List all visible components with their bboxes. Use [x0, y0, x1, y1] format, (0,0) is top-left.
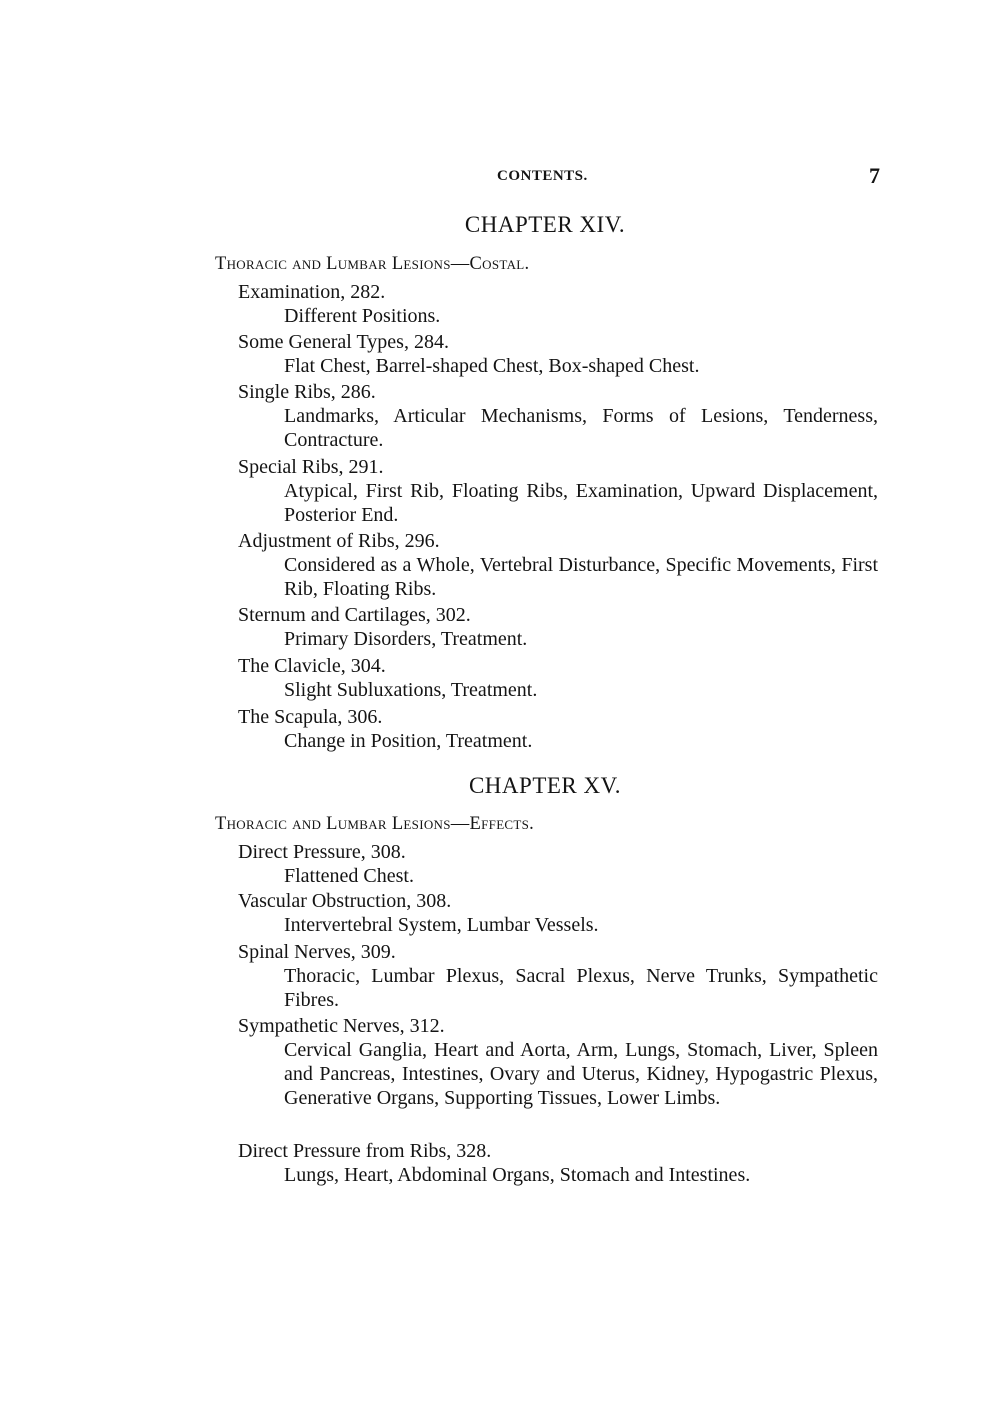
running-head-title: CONTENTS.: [497, 168, 588, 184]
toc-entry: [238, 603, 878, 651]
toc-entry: [238, 1014, 878, 1110]
chapter-heading: [0, 773, 1000, 799]
toc-entry: [238, 654, 878, 702]
chapter-heading: [0, 212, 1000, 238]
toc-entry: [238, 529, 878, 601]
toc-entry-sub: Lungs, Heart, Abdominal Organs, Stomach and Intestines.: [284, 1164, 751, 1186]
toc-entry-sub: Landmarks, Articular Mechanisms, Forms of Lesions, Tenderness, Contracture.: [284, 405, 878, 451]
toc-entry-sub: Cervical Ganglia, Heart and Aorta, Arm, Lungs, Stomach, Liver, Spleen and Pancreas, Intestines, Ovary and Uterus, Kidney, Hypogastric Plexus, Generative Organs, Supporting Tissues, Lower Limbs.: [284, 1039, 878, 1109]
running-head: [0, 163, 1000, 190]
toc-entry-head: Vascular Obstruction, 308.: [238, 890, 452, 912]
page-number: 7: [869, 163, 880, 188]
chapter-heading-text: CHAPTER XIV.: [464, 212, 626, 237]
toc-entry-head: Direct Pressure, 308.: [238, 841, 406, 863]
toc-entry-sub: Considered as a Whole, Vertebral Disturbance, Specific Movements, First Rib, Floating Ribs.: [284, 554, 878, 600]
toc-entry-head: Adjustment of Ribs, 296.: [238, 530, 440, 552]
part-title: Thoracic and Lumbar Lesions—Effects.: [215, 814, 535, 834]
toc-entry-head: Sympathetic Nerves, 312.: [238, 1015, 445, 1037]
toc-entry-sub: Atypical, First Rib, Floating Ribs, Examination, Upward Displacement, Posterior End.: [284, 480, 878, 526]
toc-entry-head: The Clavicle, 304.: [238, 655, 386, 677]
toc-entry-head: Direct Pressure from Ribs, 328.: [238, 1140, 492, 1162]
toc-entry-head: Some General Types, 284.: [238, 331, 449, 353]
toc-entry-sub: Thoracic, Lumbar Plexus, Sacral Plexus, Nerve Trunks, Sympathetic Fibres.: [284, 965, 878, 1011]
toc-entry-sub: Slight Subluxations, Treatment.: [284, 679, 538, 701]
toc-entry: [238, 840, 878, 888]
toc-entry-sub: Flat Chest, Barrel-shaped Chest, Box-shaped Chest.: [284, 355, 700, 377]
toc-entry-head: Special Ribs, 291.: [238, 456, 384, 478]
toc-entry-sub: Different Positions.: [284, 305, 441, 327]
toc-entry-head: Sternum and Cartilages, 302.: [238, 604, 471, 626]
part-title: Thoracic and Lumbar Lesions—Costal.: [215, 254, 530, 274]
chapter-heading-text: CHAPTER XV.: [468, 773, 622, 798]
toc-entry-head: The Scapula, 306.: [238, 706, 383, 728]
toc-entry-head: Single Ribs, 286.: [238, 381, 376, 403]
toc-entry: [238, 455, 878, 527]
toc-entry: [238, 889, 878, 937]
toc-entry: [238, 705, 878, 753]
toc-entry-sub: Change in Position, Treatment.: [284, 730, 533, 752]
toc-entry-sub: Intervertebral System, Lumbar Vessels.: [284, 914, 599, 936]
toc-entry: [238, 380, 878, 452]
toc-entry-sub: Flattened Chest.: [284, 865, 414, 887]
toc-entry-sub: Primary Disorders, Treatment.: [284, 628, 528, 650]
toc-entry-head: Examination, 282.: [238, 281, 386, 303]
toc-entry-head: Spinal Nerves, 309.: [238, 941, 396, 963]
toc-entry: [238, 940, 878, 1012]
toc-entry: [238, 280, 878, 328]
toc-entry: [238, 1139, 878, 1187]
toc-entry: [238, 330, 878, 378]
